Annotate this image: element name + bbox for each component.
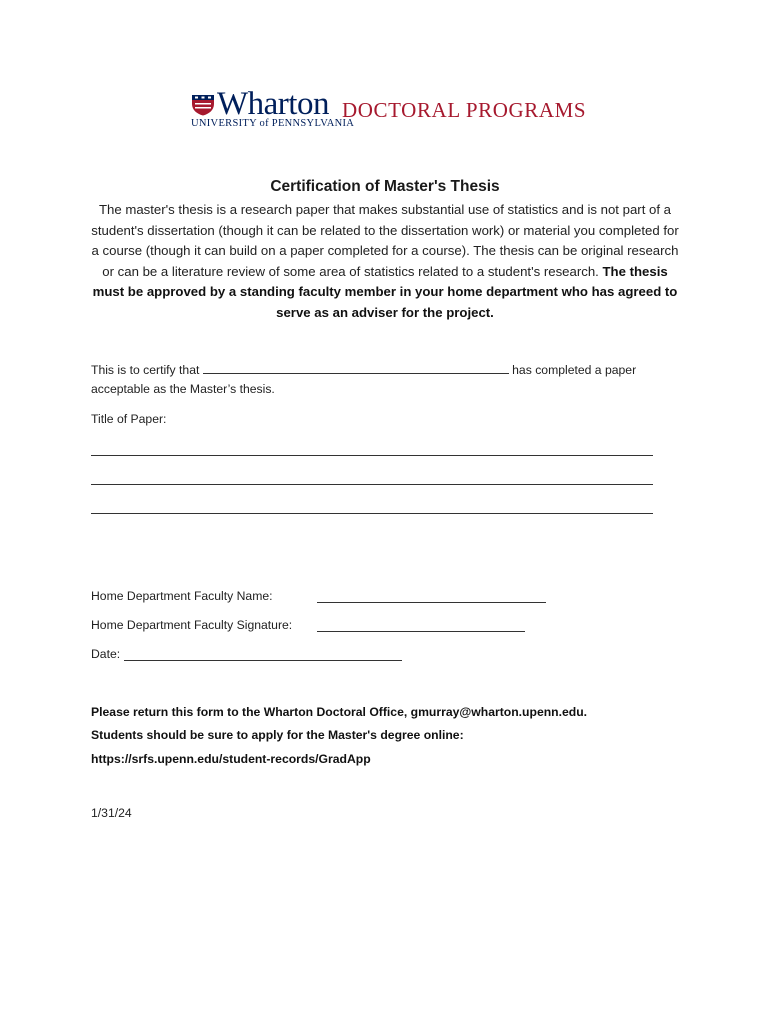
grad-app-url[interactable]: https://srfs.upenn.edu/student-records/GradApp <box>91 752 371 766</box>
title-of-paper-label: Title of Paper: <box>91 412 167 426</box>
faculty-name-label: Home Department Faculty Name: <box>91 589 273 603</box>
date-label: Date: <box>91 647 121 661</box>
date-field[interactable] <box>124 660 402 661</box>
university-wordmark: UNIVERSITY of PENNSYLVANIA <box>191 118 355 129</box>
certify-suffix: has completed a paper <box>512 363 637 377</box>
faculty-signature-label: Home Department Faculty Signature: <box>91 618 293 632</box>
student-name-field[interactable] <box>203 373 509 374</box>
faculty-signature-field[interactable] <box>317 631 525 632</box>
faculty-name-field[interactable] <box>317 602 546 603</box>
intro-paragraph <box>88 200 682 324</box>
certify-line-2: acceptable as the Master’s thesis. <box>91 382 275 396</box>
wharton-logo <box>191 86 591 136</box>
paper-title-line-1[interactable] <box>91 455 653 456</box>
paper-title-line-3[interactable] <box>91 513 653 514</box>
doctoral-programs-heading: DOCTORAL PROGRAMS <box>342 98 587 122</box>
document-title: Certification of Master's Thesis <box>270 178 500 195</box>
apply-instructions: Students should be sure to apply for the Master's degree online: <box>91 728 464 742</box>
intro-text: The master's thesis is a research paper that makes substantial use of statistics and is not part of a student's dissertation (though it can be related to the dissertation work) or material you completed for a course (though it can build on a paper completed for a course). The thesis can be original research or can be a literature review of some area of statistics related to a student's research. <box>91 202 679 279</box>
wharton-wordmark: Wharton <box>217 86 329 122</box>
intro-bold-text: The thesis must be approved by a standing faculty member in your home department who has agreed to serve as an adviser for the project. <box>92 263 678 320</box>
revision-date: 1/31/24 <box>91 806 132 820</box>
paper-title-line-2[interactable] <box>91 484 653 485</box>
certify-line <box>91 363 636 377</box>
penn-shield-icon <box>191 94 215 116</box>
return-instructions: Please return this form to the Wharton Doctoral Office, gmurray@wharton.upenn.edu. <box>91 705 588 719</box>
certify-prefix: This is to certify that <box>91 363 200 377</box>
